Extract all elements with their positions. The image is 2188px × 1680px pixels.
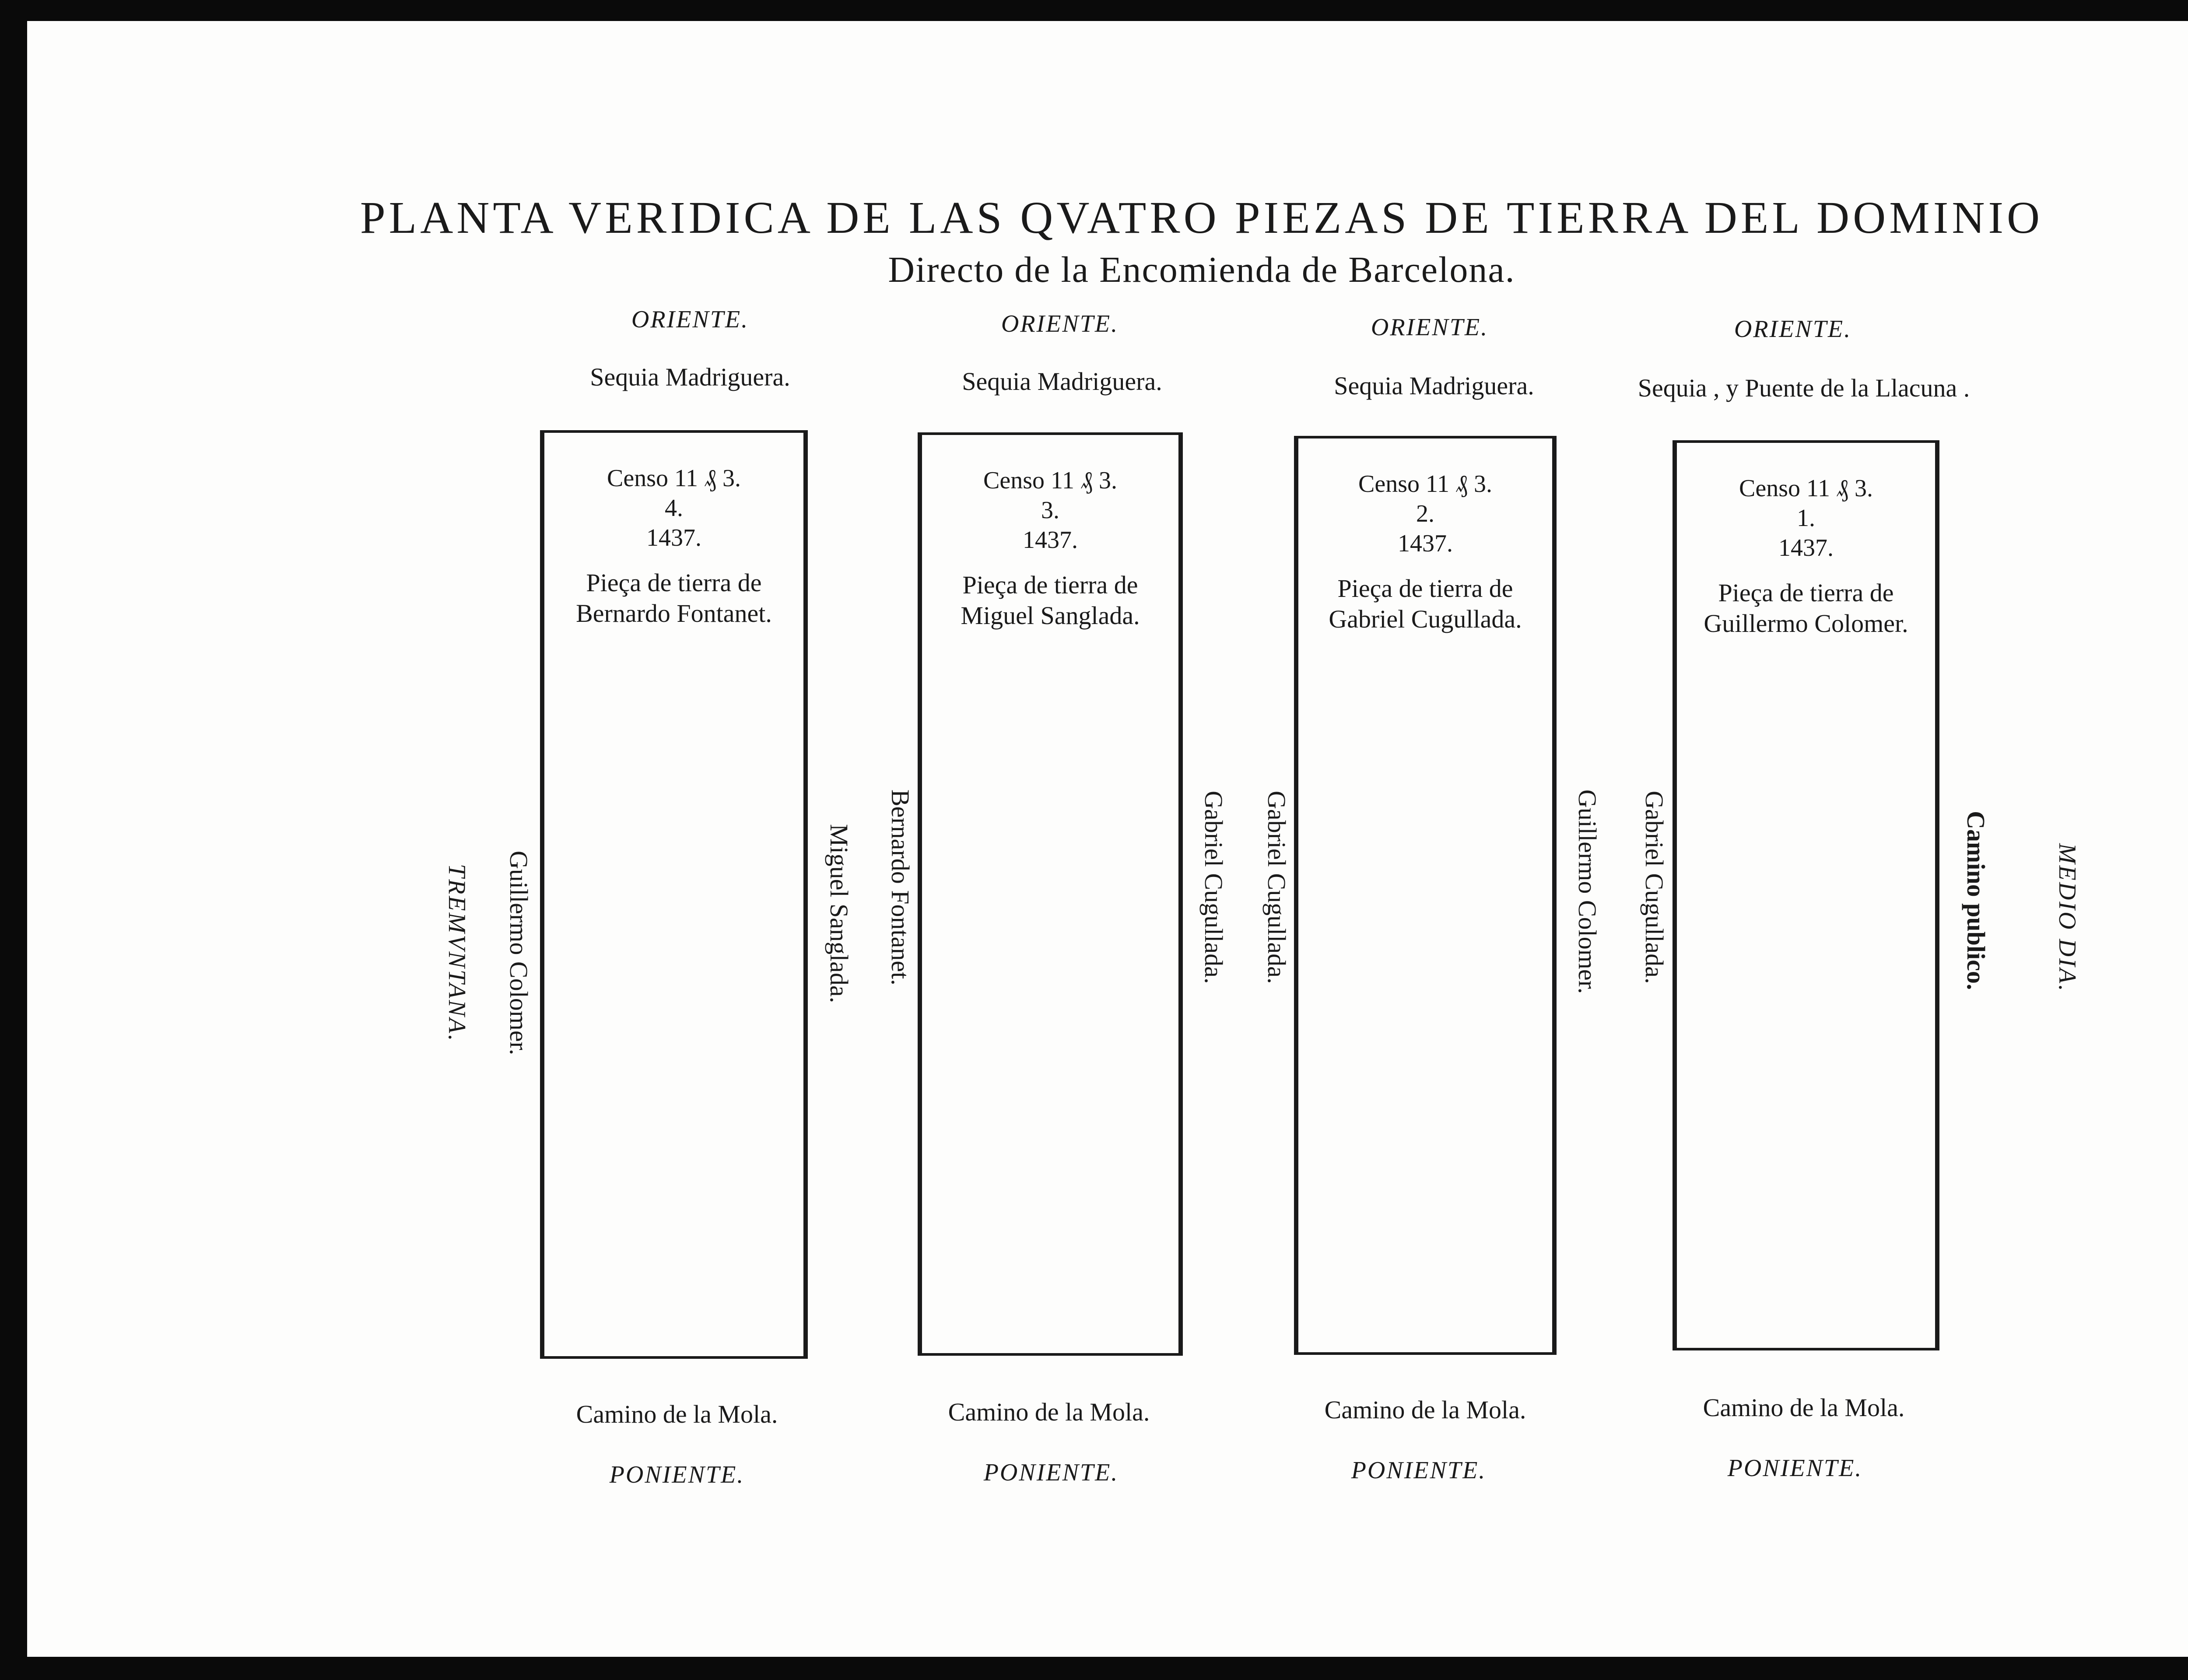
plot-desc-line1: Pieça de tierra de [962, 571, 1138, 599]
right-neighbor-label: Guillermo Colomer. [1573, 789, 1602, 994]
plot-outline [540, 430, 808, 1359]
poniente-label: PONIENTE. [1727, 1455, 1863, 1482]
bottom-border-label: Camino de la Mola. [1324, 1396, 1526, 1424]
right-neighbor-label: Camino publico. [1962, 811, 1990, 990]
plot-description [1298, 573, 1552, 635]
document-sheet [27, 21, 2188, 1657]
censo-label: Censo 11 ₰ 3. [1358, 470, 1492, 498]
censo-label: Censo 11 ₰ 3. [1739, 475, 1873, 502]
plot-number: 1. [1797, 505, 1815, 532]
left-neighbor-label: Guillermo Colomer. [505, 851, 533, 1056]
plot-number: 4. [665, 495, 683, 522]
plot-desc-line2: Gabriel Cugullada. [1329, 605, 1522, 633]
top-border-label: Sequia Madriguera. [1334, 372, 1534, 400]
plot-desc-line1: Pieça de tierra de [1337, 574, 1513, 603]
top-border-label: Sequia Madriguera. [962, 367, 1162, 396]
right-neighbor-label: Gabriel Cugullada. [1199, 791, 1228, 984]
plot-desc-line2: Guillermo Colomer. [1704, 609, 1908, 638]
orient-label: ORIENTE. [1001, 310, 1119, 337]
document-subtitle: Directo de la Encomienda de Barcelona. [888, 249, 1515, 290]
poniente-label: PONIENTE. [983, 1459, 1119, 1486]
top-border-label: Sequia , y Puente de la Llacuna . [1637, 374, 1970, 402]
left-neighbor-label: Bernardo Fontanet. [886, 789, 915, 986]
plot-year: 1437. [1778, 534, 1834, 561]
plot-description [922, 570, 1178, 631]
plot-desc-line2: Miguel Sanglada. [961, 601, 1140, 630]
plot-desc-line2: Bernardo Fontanet. [576, 599, 772, 628]
plot-year: 1437. [1398, 530, 1453, 557]
plot-outline [1673, 440, 1939, 1350]
left-neighbor-label: Gabriel Cugullada. [1640, 791, 1669, 984]
plot-year: 1437. [646, 524, 701, 551]
orient-label: ORIENTE. [1371, 314, 1489, 341]
plot-outline [918, 432, 1183, 1356]
bottom-border-label: Camino de la Mola. [1703, 1393, 1905, 1422]
censo-label: Censo 11 ₰ 3. [983, 467, 1117, 494]
top-border-label: Sequia Madriguera. [590, 363, 790, 391]
plot-description [1677, 578, 1935, 639]
censo-label: Censo 11 ₰ 3. [607, 465, 741, 492]
plot-desc-line1: Pieça de tierra de [1718, 579, 1894, 607]
orient-label: ORIENTE. [631, 306, 749, 333]
plot-year: 1437. [1023, 526, 1078, 554]
document-title: PLANTA VERIDICA DE LAS QVATRO PIEZAS DE TIERRA DEL DOMINIO [360, 193, 2044, 243]
left-neighbor-label: Gabriel Cugullada. [1262, 791, 1291, 984]
side-label-tremuntana: TREMVNTANA. [443, 863, 470, 1043]
plot-number: 2. [1416, 500, 1434, 527]
poniente-label: PONIENTE. [1351, 1457, 1487, 1484]
bottom-border-label: Camino de la Mola. [948, 1398, 1150, 1426]
plot-desc-line1: Pieça de tierra de [586, 568, 762, 597]
plot-description [544, 568, 803, 629]
bottom-border-label: Camino de la Mola. [576, 1400, 778, 1428]
plot-outline [1294, 436, 1557, 1355]
right-neighbor-label: Miguel Sanglada. [825, 824, 853, 1003]
poniente-label: PONIENTE. [609, 1461, 745, 1488]
plot-number: 3. [1041, 497, 1059, 524]
side-label-medio-dia: MEDIO DIA. [2054, 843, 2081, 993]
orient-label: ORIENTE. [1734, 316, 1852, 343]
